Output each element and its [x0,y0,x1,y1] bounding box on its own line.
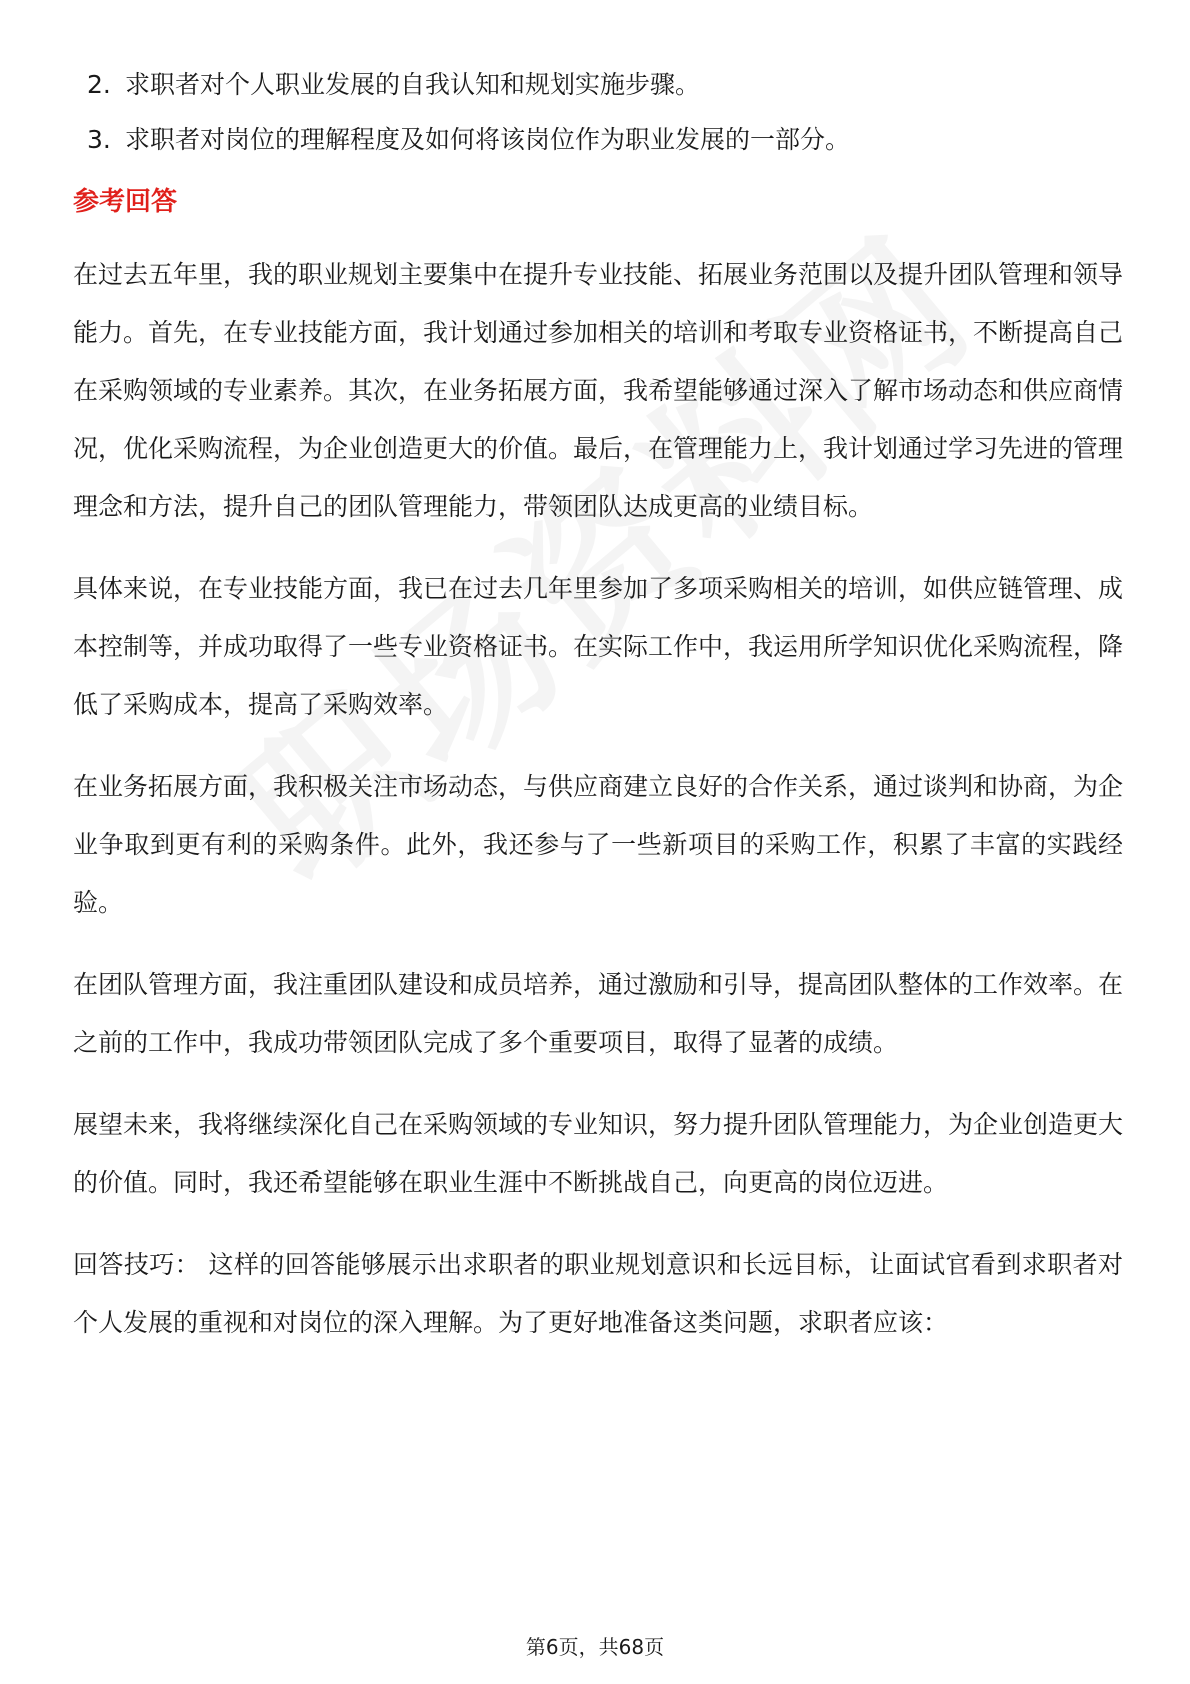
list-item-number: 3. [87,125,111,154]
list-item [73,66,1123,103]
list-item-text: 求职者对个人职业发展的自我认知和规划实施步骤。 [125,70,701,99]
list-item-text: 求职者对岗位的理解程度及如何将该岗位作为职业发展的一部分。 [125,125,851,154]
answer-paragraph: 在过去五年里，我的职业规划主要集中在提升专业技能、拓展业务范围以及提升团队管理和领导能力。首先，在专业技能方面，我计划通过参加相关的培训和考取专业资格证书，不断提高自己在采购领域的专业素养。其次，在业务拓展方面，我希望能够通过深入了解市场动态和供应商情况，优化采购流程，为企业创造更大的价值。最后，在管理能力上，我计划通过学习先进的管理理念和方法，提升自己的团队管理能力，带领团队达成更高的业绩目标。 [73,260,1124,521]
answer-paragraph: 具体来说，在专业技能方面，我已在过去几年里参加了多项采购相关的培训，如供应链管理、成本控制等，并成功取得了一些专业资格证书。在实际工作中，我运用所学知识优化采购流程，降低了采购成本，提高了采购效率。 [73,574,1124,719]
answer-paragraph: 在团队管理方面，我注重团队建设和成员培养，通过激励和引导，提高团队整体的工作效率。在之前的工作中，我成功带领团队完成了多个重要项目，取得了显著的成绩。 [73,970,1124,1057]
list-item [73,121,1123,158]
page-number-footer: 第6页，共68页 [525,1635,665,1659]
section-heading: 参考回答 [73,187,178,217]
tips-paragraph: 回答技巧： 这样的回答能够展示出求职者的职业规划意识和长远目标，让面试官看到求职者对个人发展的重视和对岗位的深入理解。为了更好地准备这类问题，求职者应该： [73,1250,1123,1337]
answer-paragraph: 展望未来，我将继续深化自己在采购领域的专业知识，努力提升团队管理能力，为企业创造更大的价值。同时，我还希望能够在职业生涯中不断挑战自己，向更高的岗位迈进。 [73,1110,1124,1197]
list-item-number: 2. [87,70,111,99]
document-body [73,66,1123,1376]
answer-paragraph: 在业务拓展方面，我积极关注市场动态，与供应商建立良好的合作关系，通过谈判和协商，为企业争取到更有利的采购条件。此外，我还参与了一些新项目的采购工作，积累了丰富的实践经验。 [73,772,1124,917]
